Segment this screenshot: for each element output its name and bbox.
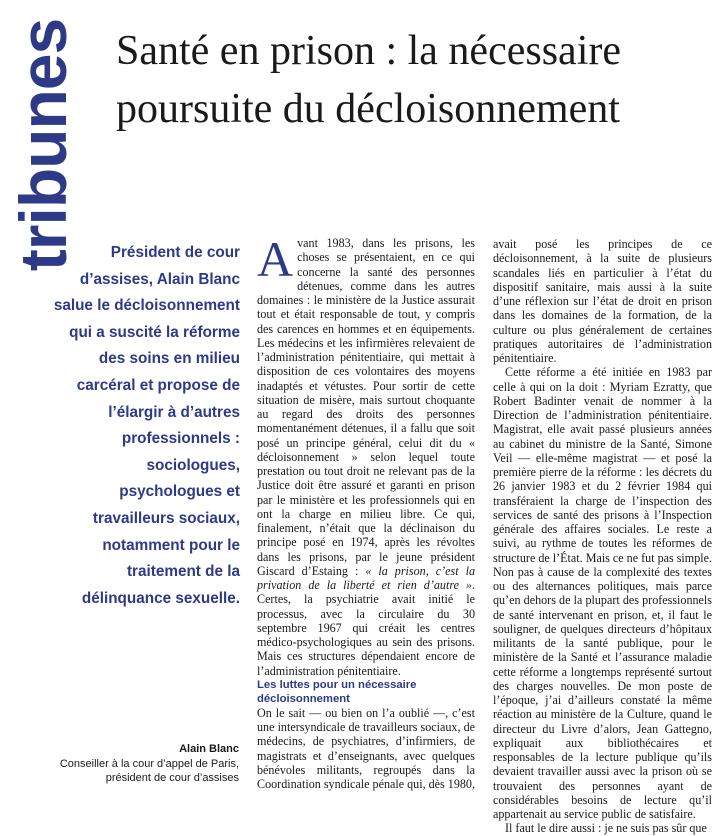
paragraph-1-quote: « la prison, c’est la privation de la liberté et rien d’autre » xyxy=(257,563,475,592)
author-role: Conseiller à la cour d’appel de Paris, président de cour d’assises xyxy=(59,758,239,784)
paragraph-3: Cette réforme a été initiée en 1983 par celle à qui on la doit : Myriam Ezratty, que Robert Badinter venait de nommer à la Direction de l’administration pénitentiaire. Magistrat, elle avait passé plusieurs années au cabinet du ministre de la Santé, Simone Veil — elle-même magistrat — et posé la première pierre de la réforme : les décrets du 26 janvier 1983 et du 2 février 1984 qui transféraient la charge de l’inspection des services de santé des prisons à l’Inspection générale des affaires sociales. Le reste a suivi, au rythme de toutes les réformes de structure de l’État. Mais ce ne fut pas simple. Non pas à cause de la complexité des textes ou des alternances politiques, mais parce qu’en dehors de la plupart des professionnels de santé intervenant en prison, et, il faut le souligner, de quelques directeurs d’hôpitaux militants de la santé publique, pour le ministère de la Santé et l’assurance maladie cette réforme a longtemps représenté surtout des charges nouvelles. De mon poste de l’époque, j’ai d’ailleurs constaté la même réaction au ministère de la Culture, quand le directeur du Livre d’alors, Jean Gattegno, expliquait aux bibliothécaires et responsables de la lecture publique qu’ils devaient travailler aussi avec la prison où se trouvaient des personnes ayant de considérables besoins de lecture qu’il appartenait au service public de satisfaire. xyxy=(493,365,712,821)
author-name: Alain Blanc xyxy=(179,743,239,755)
section-subheading: Les luttes pour un nécessaire décloisonnement xyxy=(257,678,417,705)
rubric-label: tribunes xyxy=(6,18,80,272)
article-column-2 xyxy=(493,237,712,836)
paragraph-2-continued: avait posé les principes de ce décloisonnement, à la suite de plusieurs scandales liés en particulier à l’état du dispositif sanitaire, mais aussi à la suite d’une réflexion sur l’état de droit en prison dans les domaines de la formation, de la culture ou plus généralement de certaines pratiques autoritaires de l’administration pénitentiaire. xyxy=(493,237,712,365)
intro-lead: Président de cour d’assises, Alain Blanc salue le décloisonnement qui a suscité la réforme des soins en milieu carcéral et propose de l’élargir à d’autres professionnels : sociologues, psychologues et travailleurs sociaux, notamment pour le traitement de la délinquance sexuelle. xyxy=(53,244,240,607)
paragraph-1-end: . Certes, la psychiatrie avait initié le processus, avec la circulaire du 30 septembre 1967 qui créait les centres médico-psychologiques au sein des prisons. Mais ces structures dépendaient encore de l’administration pénitentiaire. xyxy=(257,578,475,678)
paragraph-1-start: vant 1983, dans les prisons, les choses se présentaient, en ce qui concerne la santé des personnes détenues, comme dans les autres domaines : le ministère de la Justice assurait tout et était responsable de tout, y compris des carences en hommes et en équipements. Les médecins et les infirmières relevaient de l’administration pénitentiaire, qui mettait à disposition de ces volontaires des moyens inadaptés et vétustes. Pour sortir de cette situation de misère, mais surtout choquante au regard des droits des personnes momentanément détenues, il a fallu que soit posé un principe général, celui dit du « décloisonnement » selon lequel toute prestation ou tout droit ne relevant pas de la Justice doit être assuré et garanti en prison par le ministère et les professionnels qui en ont la charge en milieu libre. Ce qui, finalement, n’était que la déclinaison du principe posé en 1974, après les révoltes dans les prisons, par le jeune président Giscard d’Estaing : xyxy=(257,236,475,578)
paragraph-2: On le sait — ou bien on l’a oublié —, c’est une intersyndicale de travailleurs sociaux, de médecins, de psychiatres, d’infirmiers, de magistrats et d’enseignants, avec quelques bénévoles militants, regroupés dans la Coordination syndicale pénale qui, dès 1980, xyxy=(257,705,475,791)
article-column-1 xyxy=(257,231,475,803)
article-title: Santé en prison : la nécessaire poursuite du décloisonnement xyxy=(116,28,621,132)
paragraph-1 xyxy=(257,231,475,678)
paragraph-4: Il faut le dire aussi : je ne suis pas sûr que xyxy=(505,821,707,836)
drop-cap: A xyxy=(257,231,294,287)
